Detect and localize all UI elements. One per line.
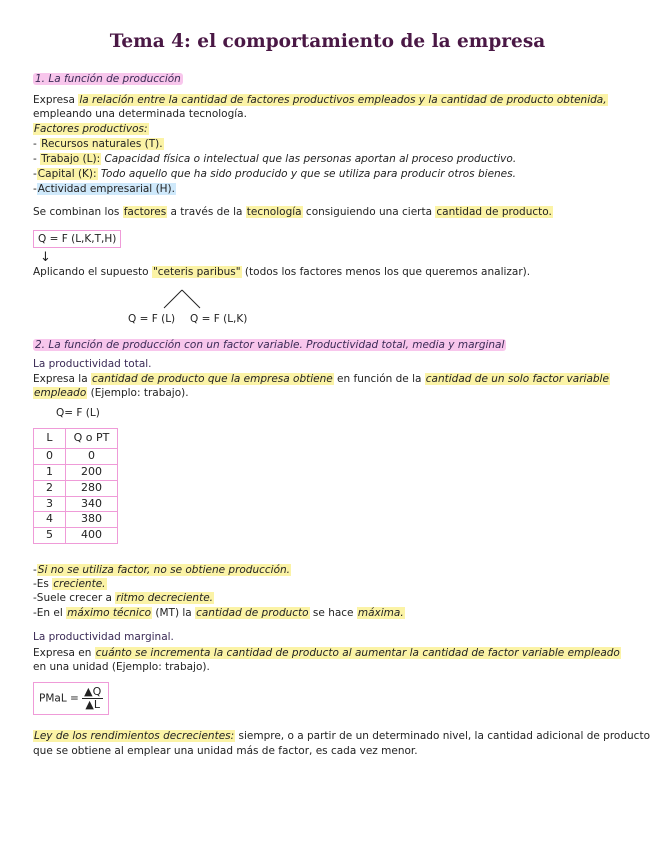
- bullet-no-factor: -Si no se utiliza factor, no se obtiene producción.: [33, 564, 291, 576]
- table-row: [34, 449, 118, 465]
- production-table: [33, 428, 118, 544]
- table-cell: 280: [66, 480, 118, 496]
- table-cell: 4: [34, 512, 66, 528]
- table-cell: 0: [66, 449, 118, 465]
- factors-heading: Factores productivos:: [34, 123, 148, 135]
- section1-heading: 1. La función de producción: [35, 73, 181, 85]
- total-productivity-line1: Expresa la cantidad de producto que la empresa obtiene en función de la cantidad de un solo factor variable: [33, 373, 609, 385]
- table-row: [34, 512, 118, 528]
- formula-labor-only: Q = F (L): [128, 313, 176, 325]
- section2-heading: 2. La función de producción con un factor variable. Productividad total, media y marginal: [35, 339, 505, 351]
- factor-labor: - Trabajo (L): Capacidad física o intelectual que las personas aportan al proceso productivo.: [33, 153, 517, 165]
- bullet-decreasing-rate: -Suele crecer a ritmo decreciente.: [33, 592, 214, 604]
- table-cell: 2: [34, 480, 66, 496]
- total-productivity-formula: Q= F (L): [56, 407, 100, 419]
- table-cell: 0: [34, 449, 66, 465]
- diminishing-returns-line1: Ley de los rendimientos decrecientes: siempre, o a partir de un determinado nivel, la cantidad adicional de producto: [34, 730, 650, 742]
- total-productivity-title: La productividad total.: [33, 358, 152, 370]
- table-cell: 1: [34, 464, 66, 480]
- table-cell: 3: [34, 496, 66, 512]
- table-cell: 5: [34, 528, 66, 544]
- factor-entrepreneurship: -Actividad empresarial (H).: [33, 183, 175, 195]
- production-function-formula: Q = F (L,K,T,H): [33, 230, 121, 248]
- marginal-productivity-line1: Expresa en cuánto se incrementa la cantidad de producto al aumentar la cantidad de factor variable empleado: [33, 647, 620, 659]
- table-row: [34, 480, 118, 496]
- table-row: [34, 464, 118, 480]
- down-arrow-icon: ↓: [40, 250, 51, 265]
- factor-capital: -Capital (K): Todo aquello que ha sido producido y que se utiliza para producir otros bienes.: [33, 168, 516, 180]
- table-cell: 200: [66, 464, 118, 480]
- diminishing-returns-line2: que se obtiene al emplear una unidad más de factor, es cada vez menor.: [33, 745, 418, 757]
- table-header-l: L: [34, 429, 66, 449]
- table-row: [34, 496, 118, 512]
- factor-natural-resources: - Recursos naturales (T).: [33, 138, 163, 150]
- page-title: Tema 4: el comportamiento de la empresa: [109, 31, 546, 52]
- marginal-productivity-title: La productividad marginal.: [33, 631, 174, 643]
- section1-definition-line2: empleando una determinada tecnología.: [33, 108, 247, 120]
- total-productivity-line2: empleado (Ejemplo: trabajo).: [34, 387, 189, 399]
- branch-lines-icon: [160, 288, 204, 310]
- ceteris-paribus-sentence: Aplicando el supuesto "ceteris paribus" (todos los factores menos los que queremos analizar).: [33, 266, 531, 278]
- table-cell: 400: [66, 528, 118, 544]
- bullet-technical-maximum: -En el máximo técnico (MT) la cantidad de producto se hace máxima.: [33, 607, 404, 619]
- marginal-productivity-formula: PMaL = $\frac{▲Q}{▲L}$: [33, 682, 109, 715]
- combination-sentence: Se combinan los factores a través de la tecnología consiguiendo una cierta cantidad de producto.: [33, 206, 552, 218]
- table-cell: 380: [66, 512, 118, 528]
- table-header-q: Q o PT: [66, 429, 118, 449]
- bullet-increasing: -Es creciente.: [33, 578, 106, 590]
- marginal-productivity-line2: en una unidad (Ejemplo: trabajo).: [33, 661, 210, 673]
- table-cell: 340: [66, 496, 118, 512]
- formula-labor-capital: Q = F (L,K): [190, 313, 248, 325]
- section1-definition-line1: Expresa la relación entre la cantidad de factores productivos empleados y la cantidad de producto obtenida,: [33, 94, 607, 106]
- table-row: [34, 528, 118, 544]
